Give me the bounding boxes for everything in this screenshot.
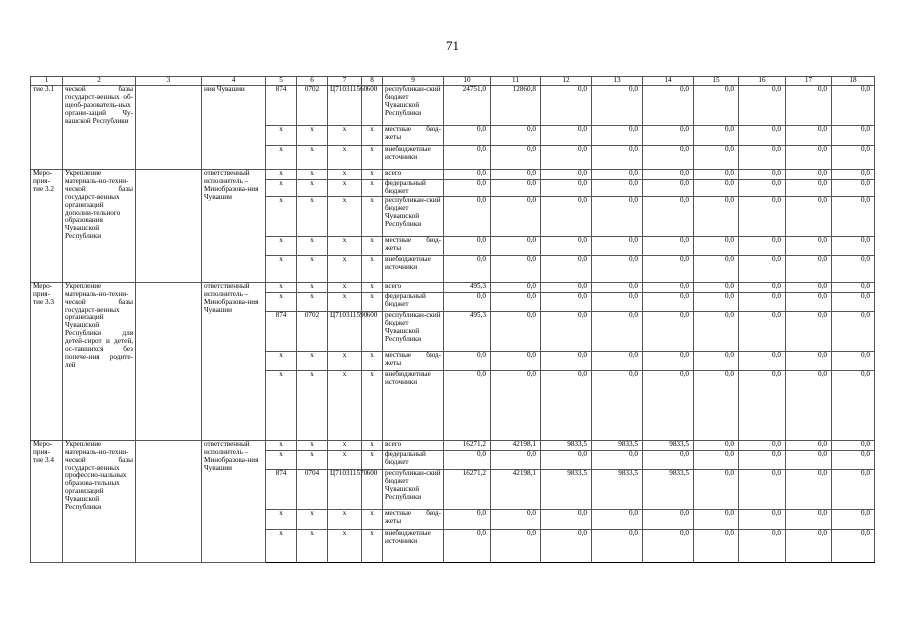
header-cell: 7 <box>328 77 362 86</box>
amount-cell: 0,0 <box>592 255 643 282</box>
amount-cell: 0,0 <box>541 146 592 170</box>
amount-cell: 0,0 <box>786 351 832 370</box>
amount-cell: 0,0 <box>643 529 694 562</box>
amount-cell: 0,0 <box>832 311 875 351</box>
code-section: x <box>297 509 328 529</box>
funding-source: местные бюд-жеты <box>383 236 444 255</box>
amount-cell: 0,0 <box>541 126 592 146</box>
code-expense: 600 <box>362 469 383 509</box>
amount-cell: 0,0 <box>832 440 875 450</box>
code-grbs: x <box>266 236 297 255</box>
amount-cell: 0,0 <box>592 351 643 370</box>
code-target: x <box>328 292 362 311</box>
amount-cell: 0,0 <box>643 311 694 351</box>
code-section: x <box>297 440 328 450</box>
amount-cell: 0,0 <box>739 311 786 351</box>
funding-source: федеральный бюджет <box>383 292 444 311</box>
amount-cell: 0,0 <box>592 529 643 562</box>
funding-source: федеральный бюджет <box>383 450 444 469</box>
amount-cell: 0,0 <box>592 292 643 311</box>
measure-number: тие 3.1 <box>31 86 63 170</box>
amount-cell: 0,0 <box>739 370 786 440</box>
funding-source: федеральный бюджет <box>383 180 444 197</box>
funding-source: местные бюд-жеты <box>383 351 444 370</box>
code-expense: 600 <box>362 86 383 126</box>
code-grbs: x <box>266 126 297 146</box>
measure-name: Укрепление материаль-но-техни-ческой базы государст-венных профессио-нальных образова-тельных организаций Чувашской Республики <box>63 440 136 562</box>
code-grbs: 874 <box>266 311 297 351</box>
amount-cell: 0,0 <box>694 450 739 469</box>
funding-source: местные бюд-жеты <box>383 126 444 146</box>
amount-cell: 0,0 <box>694 196 739 236</box>
amount-cell: 0,0 <box>541 529 592 562</box>
amount-cell: 0,0 <box>444 351 491 370</box>
amount-cell: 9833,5 <box>592 440 643 450</box>
amount-cell: 0,0 <box>491 180 541 197</box>
amount-cell: 0,0 <box>491 170 541 180</box>
code-expense: x <box>362 126 383 146</box>
code-section: x <box>297 126 328 146</box>
amount-cell: 0,0 <box>541 292 592 311</box>
header-cell: 16 <box>739 77 786 86</box>
amount-cell: 0,0 <box>739 170 786 180</box>
code-grbs: x <box>266 509 297 529</box>
amount-cell: 0,0 <box>541 170 592 180</box>
code-section: x <box>297 529 328 562</box>
code-expense: x <box>362 440 383 450</box>
code-section: x <box>297 236 328 255</box>
amount-cell: 0,0 <box>592 450 643 469</box>
page-number: 71 <box>446 38 459 53</box>
amount-cell: 0,0 <box>739 440 786 450</box>
code-expense: x <box>362 146 383 170</box>
funding-source: внебюджетные источники <box>383 255 444 282</box>
code-target: x <box>328 440 362 450</box>
amount-cell: 9833,5 <box>541 469 592 509</box>
amount-cell: 0,0 <box>643 86 694 126</box>
code-expense: x <box>362 351 383 370</box>
amount-cell: 0,0 <box>832 146 875 170</box>
code-grbs: x <box>266 282 297 292</box>
amount-cell: 0,0 <box>592 370 643 440</box>
code-expense: x <box>362 529 383 562</box>
code-target: x <box>328 126 362 146</box>
amount-cell: 0,0 <box>541 282 592 292</box>
amount-cell: 0,0 <box>541 255 592 282</box>
measure-name: Укрепление материаль-но-техни-ческой базы государст-венных организаций Чувашской Республики для детей-сирот и детей, ос-тавшихся без попече-ния родите-лей <box>63 282 136 440</box>
amount-cell: 0,0 <box>786 236 832 255</box>
amount-cell: 0,0 <box>592 86 643 126</box>
header-cell: 1 <box>31 77 63 86</box>
amount-cell: 0,0 <box>592 311 643 351</box>
amount-cell: 0,0 <box>832 370 875 440</box>
amount-cell: 0,0 <box>739 469 786 509</box>
code-target: x <box>328 180 362 197</box>
code-grbs: x <box>266 180 297 197</box>
amount-cell: 0,0 <box>832 255 875 282</box>
amount-cell: 0,0 <box>643 255 694 282</box>
amount-cell: 0,0 <box>786 311 832 351</box>
amount-cell: 0,0 <box>832 292 875 311</box>
amount-cell: 0,0 <box>592 126 643 146</box>
amount-cell: 0,0 <box>643 146 694 170</box>
code-expense: x <box>362 509 383 529</box>
amount-cell: 0,0 <box>694 469 739 509</box>
amount-cell: 0,0 <box>786 370 832 440</box>
funding-source: республикан-ский бюджет Чувашской Республики <box>383 86 444 126</box>
amount-cell: 0,0 <box>643 196 694 236</box>
amount-cell: 0,0 <box>694 126 739 146</box>
code-section: x <box>297 146 328 170</box>
code-section: 0702 <box>297 86 328 126</box>
amount-cell: 0,0 <box>786 146 832 170</box>
funding-source: внебюджетные источники <box>383 529 444 562</box>
amount-cell: 0,0 <box>541 370 592 440</box>
code-expense: x <box>362 292 383 311</box>
responsible-executor: ответственный исполнитель – Минобразова-ния Чувашии <box>202 170 266 283</box>
code-target: x <box>328 509 362 529</box>
amount-cell: 0,0 <box>592 180 643 197</box>
amount-cell: 0,0 <box>643 180 694 197</box>
amount-cell: 0,0 <box>491 236 541 255</box>
empty-cell <box>136 170 202 283</box>
amount-cell: 0,0 <box>444 180 491 197</box>
code-grbs: x <box>266 170 297 180</box>
funding-source: республикан-ский бюджет Чувашской Республики <box>383 469 444 509</box>
amount-cell: 0,0 <box>491 370 541 440</box>
code-expense: x <box>362 255 383 282</box>
amount-cell: 0,0 <box>694 86 739 126</box>
code-grbs: x <box>266 440 297 450</box>
funding-source: всего <box>383 282 444 292</box>
code-expense: x <box>362 170 383 180</box>
amount-cell: 0,0 <box>592 282 643 292</box>
amount-cell: 0,0 <box>786 196 832 236</box>
header-cell: 4 <box>202 77 266 86</box>
code-expense: 600 <box>362 311 383 351</box>
amount-cell: 0,0 <box>444 126 491 146</box>
amount-cell: 0,0 <box>832 170 875 180</box>
amount-cell: 0,0 <box>643 450 694 469</box>
amount-cell: 0,0 <box>643 170 694 180</box>
code-grbs: x <box>266 370 297 440</box>
header-cell: 10 <box>444 77 491 86</box>
amount-cell: 0,0 <box>739 529 786 562</box>
amount-cell: 0,0 <box>786 86 832 126</box>
header-cell: 3 <box>136 77 202 86</box>
code-section: x <box>297 170 328 180</box>
amount-cell: 0,0 <box>592 146 643 170</box>
amount-cell: 0,0 <box>694 311 739 351</box>
code-target: x <box>328 529 362 562</box>
amount-cell: 42198,1 <box>491 469 541 509</box>
amount-cell: 0,0 <box>491 529 541 562</box>
amount-cell: 0,0 <box>832 509 875 529</box>
amount-cell: 0,0 <box>643 370 694 440</box>
header-row <box>31 77 875 86</box>
header-cell: 8 <box>362 77 383 86</box>
amount-cell: 0,0 <box>786 509 832 529</box>
table-row <box>31 170 875 180</box>
code-expense: x <box>362 282 383 292</box>
amount-cell: 0,0 <box>491 282 541 292</box>
code-grbs: x <box>266 255 297 282</box>
code-expense: x <box>362 450 383 469</box>
code-section: x <box>297 292 328 311</box>
amount-cell: 0,0 <box>444 292 491 311</box>
table-body <box>31 86 875 563</box>
amount-cell: 0,0 <box>832 282 875 292</box>
code-target: x <box>328 282 362 292</box>
amount-cell: 0,0 <box>541 509 592 529</box>
code-grbs: x <box>266 450 297 469</box>
code-target: Ц710311570 <box>328 469 362 509</box>
amount-cell: 9833,5 <box>541 440 592 450</box>
amount-cell: 0,0 <box>444 450 491 469</box>
amount-cell: 0,0 <box>739 282 786 292</box>
table-row <box>31 86 875 126</box>
amount-cell: 495,3 <box>444 282 491 292</box>
amount-cell: 0,0 <box>739 180 786 197</box>
code-grbs: x <box>266 292 297 311</box>
amount-cell: 0,0 <box>786 529 832 562</box>
amount-cell: 0,0 <box>444 529 491 562</box>
amount-cell: 0,0 <box>444 255 491 282</box>
amount-cell: 0,0 <box>739 255 786 282</box>
amount-cell: 0,0 <box>491 126 541 146</box>
amount-cell: 0,0 <box>491 509 541 529</box>
header-cell: 15 <box>694 77 739 86</box>
funding-source: республикан-ский бюджет Чувашской Республики <box>383 196 444 236</box>
amount-cell: 0,0 <box>491 146 541 170</box>
amount-cell: 0,0 <box>541 450 592 469</box>
code-section: x <box>297 282 328 292</box>
amount-cell: 0,0 <box>694 440 739 450</box>
amount-cell: 0,0 <box>643 509 694 529</box>
code-expense: x <box>362 180 383 197</box>
code-target: x <box>328 196 362 236</box>
code-expense: x <box>362 196 383 236</box>
code-section: x <box>297 450 328 469</box>
amount-cell: 9833,5 <box>643 469 694 509</box>
header-cell: 18 <box>832 77 875 86</box>
amount-cell: 0,0 <box>444 509 491 529</box>
amount-cell: 0,0 <box>739 509 786 529</box>
header-cell: 11 <box>491 77 541 86</box>
amount-cell: 0,0 <box>739 351 786 370</box>
amount-cell: 0,0 <box>643 126 694 146</box>
amount-cell: 0,0 <box>592 196 643 236</box>
amount-cell: 0,0 <box>694 255 739 282</box>
amount-cell: 0,0 <box>786 292 832 311</box>
amount-cell: 0,0 <box>491 255 541 282</box>
amount-cell: 9833,5 <box>643 440 694 450</box>
amount-cell: 0,0 <box>739 146 786 170</box>
responsible-executor: ответственный исполнитель – Минобразова-ния Чувашии <box>202 440 266 562</box>
code-target: Ц710311590 <box>328 311 362 351</box>
funding-source: всего <box>383 170 444 180</box>
code-section: x <box>297 370 328 440</box>
amount-cell: 16271,2 <box>444 440 491 450</box>
measure-name: ческой базы государст-венных об-щеоб-разователь-ных органи-заций Чу-вашской Республики <box>63 86 136 170</box>
budget-table <box>30 76 875 563</box>
amount-cell: 0,0 <box>739 86 786 126</box>
code-grbs: x <box>266 196 297 236</box>
amount-cell: 0,0 <box>643 351 694 370</box>
amount-cell: 0,0 <box>832 86 875 126</box>
amount-cell: 0,0 <box>694 146 739 170</box>
amount-cell: 0,0 <box>832 180 875 197</box>
code-expense: x <box>362 370 383 440</box>
amount-cell: 0,0 <box>786 440 832 450</box>
code-section: x <box>297 180 328 197</box>
amount-cell: 0,0 <box>643 236 694 255</box>
amount-cell: 0,0 <box>694 170 739 180</box>
funding-source: внебюджетные источники <box>383 370 444 440</box>
amount-cell: 16271,2 <box>444 469 491 509</box>
table-row <box>31 282 875 292</box>
responsible-executor: ния Чувашии <box>202 86 266 170</box>
code-target: x <box>328 170 362 180</box>
amount-cell: 0,0 <box>694 282 739 292</box>
header-cell: 9 <box>383 77 444 86</box>
amount-cell: 0,0 <box>694 292 739 311</box>
amount-cell: 0,0 <box>786 180 832 197</box>
amount-cell: 0,0 <box>786 450 832 469</box>
amount-cell: 0,0 <box>786 126 832 146</box>
amount-cell: 0,0 <box>739 450 786 469</box>
code-target: x <box>328 236 362 255</box>
amount-cell: 0,0 <box>832 126 875 146</box>
amount-cell: 0,0 <box>643 282 694 292</box>
header-cell: 13 <box>592 77 643 86</box>
amount-cell: 0,0 <box>491 311 541 351</box>
header-cell: 5 <box>266 77 297 86</box>
code-target: x <box>328 370 362 440</box>
amount-cell: 0,0 <box>694 509 739 529</box>
measure-number: Меро-прия-тие 3.3 <box>31 282 63 440</box>
amount-cell: 0,0 <box>491 196 541 236</box>
amount-cell: 0,0 <box>739 292 786 311</box>
code-section: 0704 <box>297 469 328 509</box>
amount-cell: 495,3 <box>444 311 491 351</box>
amount-cell: 0,0 <box>541 311 592 351</box>
table-row <box>31 440 875 450</box>
code-grbs: x <box>266 146 297 170</box>
table-header <box>31 77 875 86</box>
amount-cell: 0,0 <box>739 126 786 146</box>
amount-cell: 0,0 <box>444 370 491 440</box>
amount-cell: 0,0 <box>592 170 643 180</box>
amount-cell: 0,0 <box>643 292 694 311</box>
amount-cell: 0,0 <box>444 170 491 180</box>
amount-cell: 0,0 <box>832 236 875 255</box>
code-target: Ц710311560 <box>328 86 362 126</box>
funding-source: внебюджетные источники <box>383 146 444 170</box>
header-cell: 17 <box>786 77 832 86</box>
amount-cell: 0,0 <box>786 255 832 282</box>
amount-cell: 0,0 <box>444 236 491 255</box>
amount-cell: 0,0 <box>491 351 541 370</box>
empty-cell <box>136 282 202 440</box>
code-expense: x <box>362 236 383 255</box>
measure-name: Укрепление материаль-но-техни-ческой базы государст-венных организаций дополни-тельного образования Чувашской Республики <box>63 170 136 283</box>
amount-cell: 0,0 <box>832 196 875 236</box>
amount-cell: 0,0 <box>541 236 592 255</box>
code-grbs: x <box>266 529 297 562</box>
empty-cell <box>136 86 202 170</box>
code-section: x <box>297 351 328 370</box>
amount-cell: 0,0 <box>832 351 875 370</box>
amount-cell: 0,0 <box>444 196 491 236</box>
amount-cell: 0,0 <box>694 180 739 197</box>
amount-cell: 0,0 <box>592 236 643 255</box>
code-grbs: 874 <box>266 469 297 509</box>
code-section: 0702 <box>297 311 328 351</box>
amount-cell: 0,0 <box>694 351 739 370</box>
code-grbs: x <box>266 351 297 370</box>
header-cell: 6 <box>297 77 328 86</box>
amount-cell: 0,0 <box>541 351 592 370</box>
amount-cell: 12860,8 <box>491 86 541 126</box>
amount-cell: 0,0 <box>541 196 592 236</box>
amount-cell: 0,0 <box>592 509 643 529</box>
amount-cell: 0,0 <box>541 180 592 197</box>
amount-cell: 24751,0 <box>444 86 491 126</box>
code-target: x <box>328 255 362 282</box>
code-section: x <box>297 255 328 282</box>
amount-cell: 9833,5 <box>592 469 643 509</box>
funding-source: местные бюд-жеты <box>383 509 444 529</box>
header-cell: 2 <box>63 77 136 86</box>
code-target: x <box>328 146 362 170</box>
funding-source: республикан-ский бюджет Чувашской Республики <box>383 311 444 351</box>
code-grbs: 874 <box>266 86 297 126</box>
measure-number: Меро-прия-тие 3.4 <box>31 440 63 562</box>
code-target: x <box>328 450 362 469</box>
amount-cell: 0,0 <box>444 146 491 170</box>
amount-cell: 0,0 <box>832 529 875 562</box>
amount-cell: 0,0 <box>694 370 739 440</box>
amount-cell: 0,0 <box>491 450 541 469</box>
amount-cell: 0,0 <box>739 236 786 255</box>
measure-number: Меро-прия-тие 3.2 <box>31 170 63 283</box>
amount-cell: 42198,1 <box>491 440 541 450</box>
code-target: x <box>328 351 362 370</box>
header-cell: 12 <box>541 77 592 86</box>
amount-cell: 0,0 <box>786 170 832 180</box>
amount-cell: 0,0 <box>786 282 832 292</box>
responsible-executor: ответственный исполнитель – Минобразова-ния Чувашии <box>202 282 266 440</box>
code-section: x <box>297 196 328 236</box>
amount-cell: 0,0 <box>541 86 592 126</box>
header-cell: 14 <box>643 77 694 86</box>
amount-cell: 0,0 <box>694 236 739 255</box>
amount-cell: 0,0 <box>739 196 786 236</box>
amount-cell: 0,0 <box>832 450 875 469</box>
funding-source: всего <box>383 440 444 450</box>
amount-cell: 0,0 <box>786 469 832 509</box>
amount-cell: 0,0 <box>832 469 875 509</box>
empty-cell <box>136 440 202 562</box>
amount-cell: 0,0 <box>491 292 541 311</box>
amount-cell: 0,0 <box>694 529 739 562</box>
